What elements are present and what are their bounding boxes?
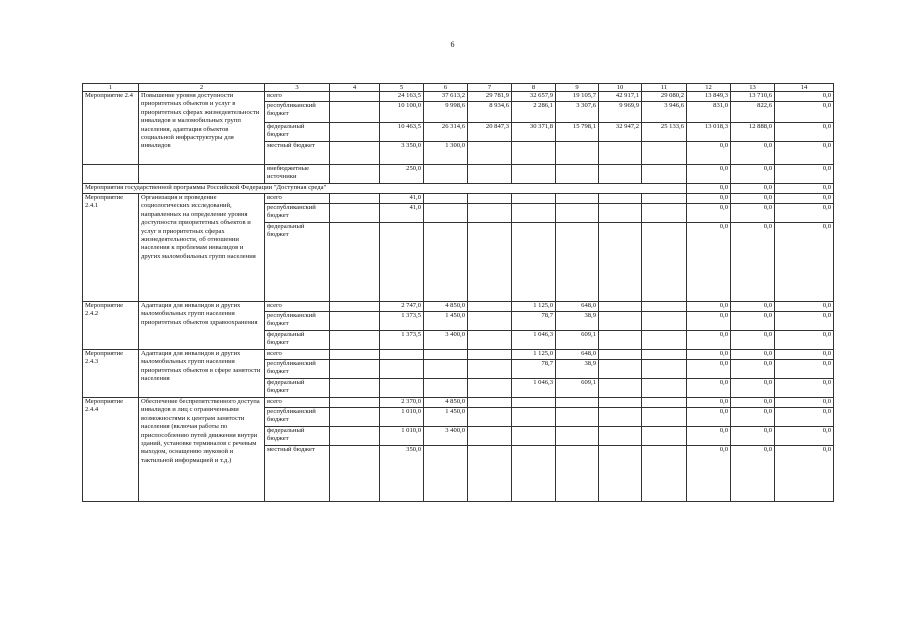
table-cell [424,446,468,502]
table-cell [599,360,642,379]
table-cell [424,360,468,379]
table-cell [599,302,642,312]
table-cell: 609,1 [556,379,599,398]
table-cell [512,446,556,502]
table-row [83,92,834,102]
table-cell [512,165,556,184]
table-cell: 0,0 [775,204,834,223]
table-cell [330,427,380,446]
table-cell [642,398,687,408]
header-row [83,84,834,92]
table-cell: 0,0 [687,312,731,331]
table-cell [642,350,687,360]
table-cell [424,223,468,302]
table-cell [599,194,642,204]
table-cell [330,302,380,312]
table-cell: 32 947,2 [599,123,642,142]
table-cell: 0,0 [775,184,834,194]
table-cell [468,398,512,408]
table-cell [556,427,599,446]
table-cell: 0,0 [775,446,834,502]
table-cell: 0,0 [687,204,731,223]
table-cell: 0,0 [687,165,731,184]
table-cell: 0,0 [775,312,834,331]
table-cell [330,142,380,165]
table-cell: Мероприятие 2.4 [83,92,139,165]
table-cell: 8 934,6 [468,102,512,123]
table-cell: Мероприятие 2.4.3 [83,350,139,398]
table-cell [330,312,380,331]
table-cell [599,350,642,360]
table-cell: 350,0 [380,446,424,502]
column-number: 9 [556,84,599,92]
table-cell: 0,0 [775,427,834,446]
table-cell: 13 018,3 [687,123,731,142]
table-cell: 0,0 [731,360,775,379]
table-cell: 10 463,5 [380,123,424,142]
table-cell: 0,0 [731,194,775,204]
table-cell: всего [265,302,330,312]
table-cell [330,204,380,223]
table-cell [468,165,512,184]
table-cell: 20 847,3 [468,123,512,142]
table-cell [512,204,556,223]
table-cell [599,142,642,165]
table-cell: 2 370,0 [380,398,424,408]
table-cell [380,223,424,302]
table-cell: всего [265,398,330,408]
table-cell: 0,0 [775,302,834,312]
table-cell [512,427,556,446]
table-cell [468,331,512,350]
table-cell [468,312,512,331]
table-cell [330,398,380,408]
table-row [83,350,834,360]
table-cell [642,408,687,427]
table-cell: 822,6 [731,102,775,123]
table-cell: внебюджетные источники [265,165,330,184]
table-cell: 0,0 [731,302,775,312]
table-cell [468,204,512,223]
table-cell: 0,0 [687,398,731,408]
table-cell [599,204,642,223]
table-cell: 30 371,8 [512,123,556,142]
table-cell: 250,0 [380,165,424,184]
table-cell: 25 133,6 [642,123,687,142]
table-cell: 13 710,6 [731,92,775,102]
table-cell: 0,0 [687,331,731,350]
table-cell [468,142,512,165]
table-cell: 0,0 [731,165,775,184]
table-cell [424,204,468,223]
table-cell: 0,0 [731,312,775,331]
table-cell [468,350,512,360]
table-cell [330,331,380,350]
table-cell: 0,0 [775,408,834,427]
table-cell: 38,9 [556,360,599,379]
table-cell: местный бюджет [265,142,330,165]
table-cell: федеральный бюджет [265,427,330,446]
table-cell: Мероприятия государственной программы Российской Федерации "Доступная среда" [83,184,687,194]
table-cell [330,360,380,379]
table-cell: 0,0 [687,360,731,379]
table-cell [556,446,599,502]
table-row [83,194,834,204]
table-cell: 0,0 [731,427,775,446]
table-cell [424,379,468,398]
table-cell: 648,0 [556,302,599,312]
table-cell [468,446,512,502]
table-cell: 1 125,0 [512,302,556,312]
table-cell: всего [265,350,330,360]
table-cell [642,331,687,350]
table-cell: 13 849,3 [687,92,731,102]
table-cell: 0,0 [775,350,834,360]
table-cell: 1 046,3 [512,379,556,398]
table-cell: республиканский бюджет [265,312,330,331]
table-cell [556,165,599,184]
table-cell: республиканский бюджет [265,360,330,379]
table-cell: всего [265,92,330,102]
column-number: 6 [424,84,468,92]
table-cell: 0,0 [775,194,834,204]
column-number: 13 [731,84,775,92]
table-cell: 0,0 [687,408,731,427]
table-cell: 3 946,6 [642,102,687,123]
table-cell [330,408,380,427]
table-cell [468,408,512,427]
column-number: 14 [775,84,834,92]
table-cell [599,379,642,398]
table-cell: республиканский бюджет [265,102,330,123]
table-cell: 1 046,3 [512,331,556,350]
table-cell: 2 747,0 [380,302,424,312]
table-cell: всего [265,194,330,204]
column-number: 4 [330,84,380,92]
page-number: 6 [450,40,455,49]
table-cell [83,165,139,184]
table-cell [556,204,599,223]
table-cell [330,165,380,184]
table-cell: 0,0 [687,194,731,204]
column-number: 2 [139,84,265,92]
table-cell: Мероприятие 2.4.1 [83,194,139,302]
table-cell [599,312,642,331]
table-cell [642,360,687,379]
table-cell: 0,0 [775,398,834,408]
table-cell: 12 888,0 [731,123,775,142]
table-cell: 3 400,0 [424,331,468,350]
table-cell: 1 125,0 [512,350,556,360]
table-cell: республиканский бюджет [265,204,330,223]
table-cell [424,350,468,360]
table-cell [468,379,512,398]
table-cell [424,194,468,204]
table-cell [642,204,687,223]
table-cell [512,194,556,204]
table-cell: 10 100,0 [380,102,424,123]
table-row [83,398,834,408]
table-cell [468,223,512,302]
table-cell: 1 010,0 [380,408,424,427]
table-cell: Повышение уровня доступности приоритетных объектов и услуг в приоритетных сферах жизнедеятельности инвалидов и маломобильных групп населения, адаптация объектов социальной инфраструктуры для инвалидов [139,92,265,165]
table-cell [556,142,599,165]
table-cell [642,302,687,312]
column-number: 5 [380,84,424,92]
table-cell: 0,0 [731,223,775,302]
table-cell: 0,0 [775,360,834,379]
table-cell: 0,0 [687,379,731,398]
table-cell [556,194,599,204]
table-cell: 0,0 [731,350,775,360]
table-cell: 0,0 [775,223,834,302]
table-cell: местный бюджет [265,446,330,502]
table-cell: республиканский бюджет [265,408,330,427]
table-cell: 29 781,9 [468,92,512,102]
table-cell: Адаптация для инвалидов и других маломобильных групп населения приоритетных объектов в сфере занятости населения [139,350,265,398]
table-cell: 0,0 [731,408,775,427]
table-cell [556,408,599,427]
table-cell [642,194,687,204]
table-cell: 15 798,1 [556,123,599,142]
column-number: 7 [468,84,512,92]
table-cell [642,446,687,502]
table-cell: 1 450,0 [424,408,468,427]
table-cell: 19 105,7 [556,92,599,102]
table-cell: 3 307,6 [556,102,599,123]
column-number: 8 [512,84,556,92]
table-cell: 3 400,0 [424,427,468,446]
table-cell: 0,0 [687,427,731,446]
table-cell: 0,0 [775,142,834,165]
table-cell [599,408,642,427]
column-number: 10 [599,84,642,92]
table-cell: 1 373,5 [380,331,424,350]
table-cell: 2 286,1 [512,102,556,123]
table-cell [468,194,512,204]
table-cell: 648,0 [556,350,599,360]
table-cell [424,165,468,184]
table-cell: 831,0 [687,102,731,123]
table-cell: 9 969,9 [599,102,642,123]
table-cell [599,427,642,446]
table-cell: 609,1 [556,331,599,350]
column-number: 11 [642,84,687,92]
table-cell: 0,0 [687,302,731,312]
table-cell [556,398,599,408]
table-cell: 0,0 [731,204,775,223]
table-cell: 0,0 [775,165,834,184]
table-cell: 29 080,2 [642,92,687,102]
table-cell: 0,0 [731,142,775,165]
table-cell [599,165,642,184]
table-cell: 42 917,1 [599,92,642,102]
table-cell [380,379,424,398]
table-cell: федеральный бюджет [265,123,330,142]
table-cell: Адаптация для инвалидов и других маломобильных групп населения приоритетных объектов здравоохранения [139,302,265,350]
table-cell [468,302,512,312]
table-cell [599,223,642,302]
table-cell [642,312,687,331]
table-cell: 0,0 [775,102,834,123]
table-cell [468,427,512,446]
table-cell: 41,0 [380,194,424,204]
table-cell: 38,9 [556,312,599,331]
table-cell: Обеспечение беспрепятственного доступа инвалидов и лиц с ограниченными возможностями к центрам занятости населения (включая работы по приспособлению путей движения внутри зданий, установке терминалов с речевым выходом, оснащению звуковой и тактильной информацией и т.д.) [139,398,265,502]
table-cell [512,142,556,165]
column-number: 1 [83,84,139,92]
table-cell: 0,0 [731,398,775,408]
table-cell [599,446,642,502]
table-cell: 0,0 [775,123,834,142]
table-cell [599,331,642,350]
table-cell: 0,0 [775,92,834,102]
table-cell [330,194,380,204]
table-cell: 0,0 [731,379,775,398]
table-cell [330,92,380,102]
table-cell [642,379,687,398]
table-cell: 0,0 [687,446,731,502]
table-cell: федеральный бюджет [265,379,330,398]
table-cell [642,223,687,302]
table-cell: федеральный бюджет [265,223,330,302]
table-row [83,302,834,312]
table-cell: 1 300,0 [424,142,468,165]
table-cell: 41,0 [380,204,424,223]
table-cell [330,123,380,142]
table-cell [380,360,424,379]
table-cell [330,379,380,398]
table-cell: 0,0 [731,331,775,350]
table-cell [642,427,687,446]
table-cell [468,360,512,379]
table-row [83,184,834,194]
table-cell: 1 010,0 [380,427,424,446]
table-cell [556,223,599,302]
table-cell: 0,0 [687,184,731,194]
table-cell: 0,0 [687,350,731,360]
table-cell: Организация и проведение социологических исследований, направленных на определение уровня доступности приоритетных объектов и услуг в приоритетных сферах жизнедеятельности, об отношении населения к проблемам инвалидов и других маломобильных групп населения [139,194,265,302]
table-cell: 0,0 [687,142,731,165]
table-cell [330,350,380,360]
table-cell [642,165,687,184]
table-cell: 0,0 [731,446,775,502]
table-cell: 0,0 [687,223,731,302]
budget-table [82,83,834,502]
table-cell [330,223,380,302]
table-cell [330,102,380,123]
table-cell: Мероприятие 2.4.4 [83,398,139,502]
table-cell: 1 373,5 [380,312,424,331]
table-cell [642,142,687,165]
table-cell [512,398,556,408]
table-cell: 26 314,6 [424,123,468,142]
column-number: 12 [687,84,731,92]
table-cell [512,223,556,302]
table-cell [330,446,380,502]
table-cell: 24 163,5 [380,92,424,102]
table-cell [599,398,642,408]
table-cell: 4 850,0 [424,302,468,312]
table-cell: 9 998,6 [424,102,468,123]
table-cell: 4 850,0 [424,398,468,408]
table-cell: 1 450,0 [424,312,468,331]
table-cell: 37 613,2 [424,92,468,102]
table-cell: 32 657,9 [512,92,556,102]
table-cell [139,165,265,184]
table-cell: 3 350,0 [380,142,424,165]
table-cell: Мероприятие 2.4.2 [83,302,139,350]
table-row [83,165,834,184]
table-cell: 78,7 [512,312,556,331]
table-cell: 0,0 [775,331,834,350]
table-cell: 78,7 [512,360,556,379]
table-cell: 0,0 [775,379,834,398]
table-cell: 0,0 [731,184,775,194]
table-cell [380,350,424,360]
table-cell: федеральный бюджет [265,331,330,350]
table-cell [512,408,556,427]
column-number: 3 [265,84,330,92]
